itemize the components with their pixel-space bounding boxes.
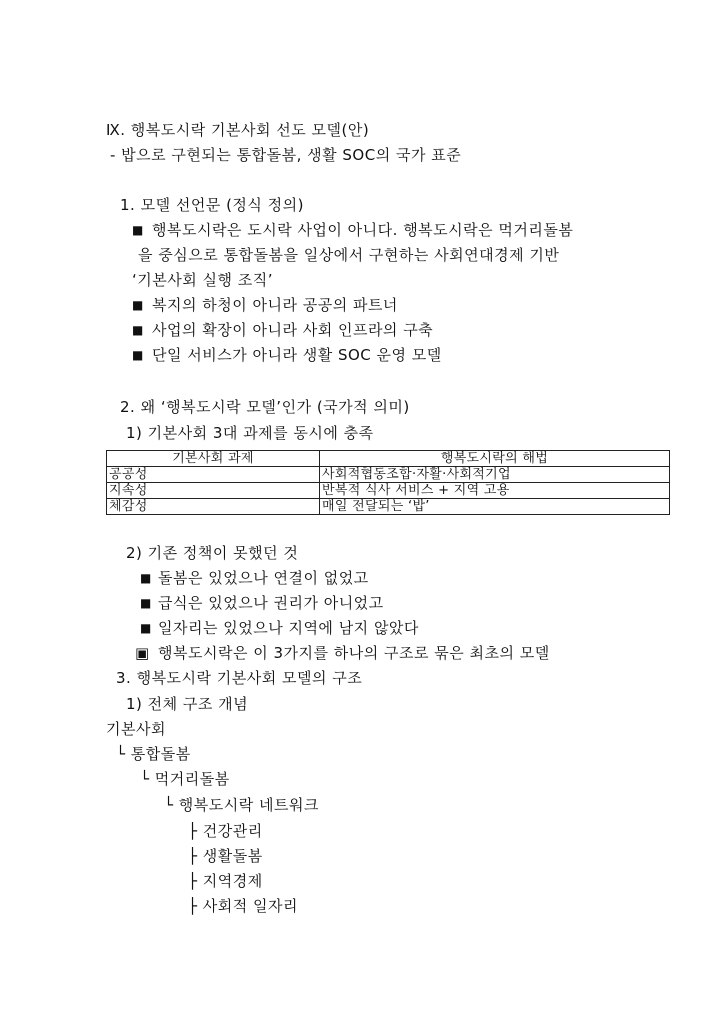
section1-bullet-1-cont: 을 중심으로 통합돌봄을 일상에서 구현하는 사회연대경제 기반 (138, 246, 560, 264)
tree-level-3: └ 행복도시락 네트워크 (164, 796, 319, 814)
table-cell: 공공성 (107, 467, 320, 483)
section2-bullet-3: 일자리는 있었으나 지역에 남지 않았다 (158, 619, 419, 637)
table-cell: 사회적협동조합·자활·사회적기업 (320, 467, 670, 483)
tree-leaf: ├ 생활돌봄 (188, 847, 263, 865)
section2-sub1: 1) 기본사회 3대 과제를 동시에 충족 (126, 424, 374, 442)
section3-title: 3. 행복도시락 기본사회 모델의 구조 (116, 669, 363, 687)
bullet-icon: ■ (132, 298, 144, 312)
table-header-row (107, 451, 670, 467)
tree-leaf: ├ 건강관리 (188, 822, 263, 840)
section1-title: 1. 모델 선언문 (정식 정의) (120, 196, 304, 214)
section2-title: 2. 왜 ‘행복도시락 모델’인가 (국가적 의미) (120, 398, 410, 416)
table-header-cell: 행복도시락의 해법 (320, 451, 670, 467)
tree-leaf: ├ 사회적 일자리 (188, 897, 299, 915)
section1-bullet-2: 복지의 하청이 아니라 공공의 파트너 (152, 296, 398, 314)
bullet-icon: ■ (140, 596, 152, 610)
table-cell: 반복적 식사 서비스 + 지역 고용 (320, 483, 670, 499)
section-heading: Ⅸ. 행복도시락 기본사회 선도 모델(안) (106, 121, 370, 139)
section2-bullet-1: 돌봄은 있었으나 연결이 없었고 (158, 569, 369, 587)
basic-society-table (106, 450, 670, 515)
section2-bullet-2: 급식은 있었으나 권리가 아니었고 (158, 594, 384, 612)
tree-leaf: ├ 지역경제 (188, 872, 263, 890)
section1-bullet-3: 사업의 확장이 아니라 사회 인프라의 구축 (152, 321, 434, 339)
table-row (107, 499, 670, 515)
bullet-icon: ■ (140, 621, 152, 635)
section2-conclusion: 행복도시락은 이 3가지를 하나의 구조로 묶은 최초의 모델 (158, 644, 550, 662)
section-subheading: - 밥으로 구현되는 통합돌봄, 생활 SOC의 국가 표준 (110, 146, 462, 164)
bullet-icon: ■ (140, 571, 152, 585)
bullet-icon: ■ (132, 223, 144, 237)
table-cell: 체감성 (107, 499, 320, 515)
table-cell: 매일 전달되는 ‘밥’ (320, 499, 670, 515)
boxed-square-icon: ▣ (135, 644, 150, 662)
bullet-icon: ■ (132, 348, 144, 362)
table-row (107, 467, 670, 483)
tree-root: 기본사회 (106, 720, 166, 738)
bullet-icon: ■ (132, 323, 144, 337)
table-row (107, 483, 670, 499)
section2-sub2: 2) 기존 정책이 못했던 것 (126, 544, 299, 562)
tree-level-1: └ 통합돌봄 (116, 745, 191, 763)
tree-level-2: └ 먹거리돌봄 (140, 770, 230, 788)
table-cell: 지속성 (107, 483, 320, 499)
section1-bullet-1: 행복도시락은 도시락 사업이 아니다. 행복도시락은 먹거리돌봄 (152, 221, 574, 239)
section1-bullet-1-cont2: ‘기본사회 실행 조직’ (132, 271, 273, 289)
section3-sub1: 1) 전체 구조 개념 (126, 695, 249, 713)
table-header-cell: 기본사회 과제 (107, 451, 320, 467)
section1-bullet-4: 단일 서비스가 아니라 생활 SOC 운영 모델 (152, 346, 442, 364)
